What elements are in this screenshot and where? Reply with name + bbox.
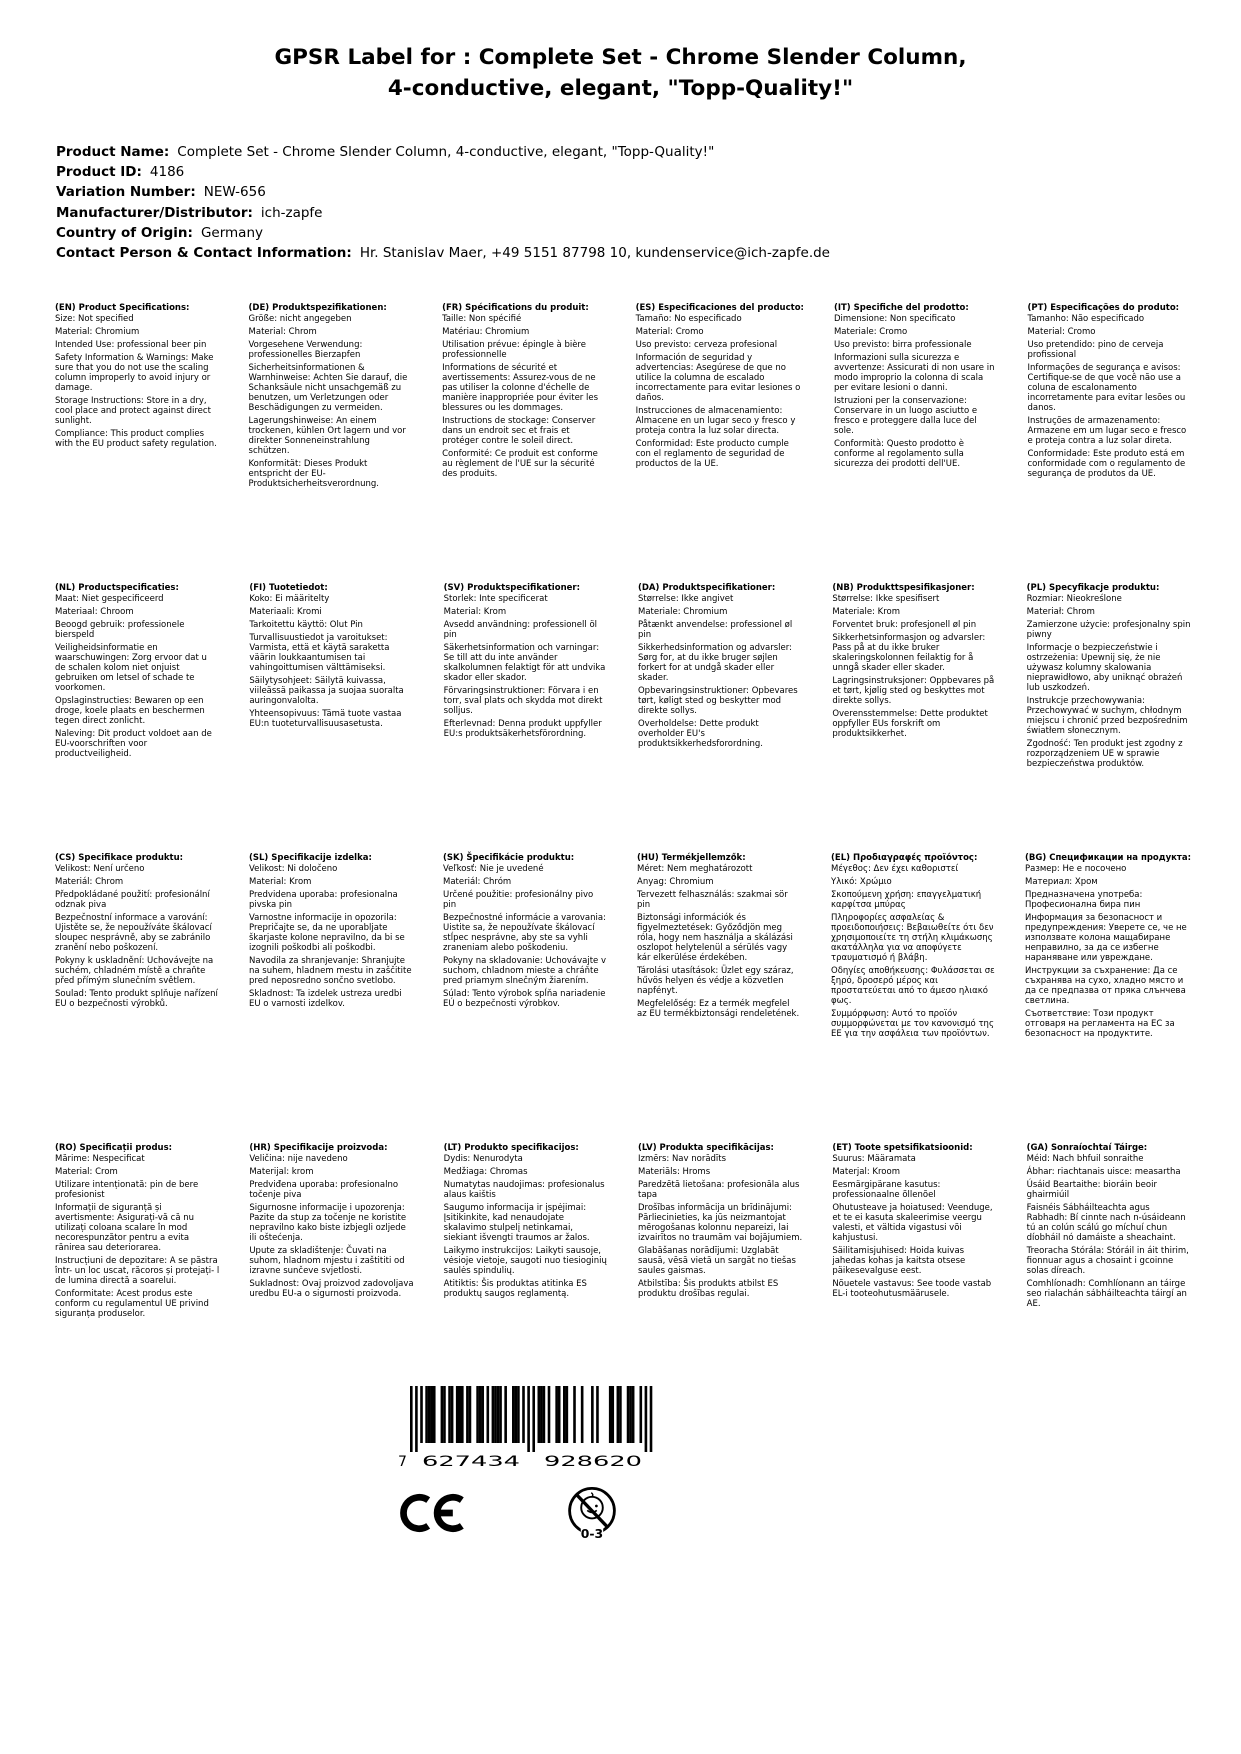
age-restriction-label: 0-3 — [580, 1526, 604, 1541]
language-block-sk — [443, 853, 637, 1042]
language-block-section: Material: Krom — [249, 877, 312, 887]
language-block-section: Atitiktis: Šis produktas atitinka ES produktų saugos reglamentą. — [443, 1279, 587, 1299]
language-block-section: Informații de siguranță și avertismente: Asigurați-vă că nu utilizați coloana scalare în mod necorespunzător pentru a evita rănirea sau deteriorarea. — [55, 1203, 195, 1253]
language-block-section: Veľkosť: Nie je uvedené — [443, 864, 544, 874]
language-block-nb — [832, 583, 1026, 772]
language-block-section: Koko: Ei määritelty — [249, 594, 330, 604]
language-block-heading: (ES) Especificaciones del producto: — [635, 303, 804, 313]
language-block-section: Naleving: Dit product voldoet aan de EU-voorschriften voor productveiligheid. — [55, 729, 212, 759]
language-block-section: Opbevaringsinstruktioner: Opbevares tørt, køligt sted og beskytter mod direkte sollys. — [637, 686, 798, 716]
language-block-section: Säilytysohjeet: Säilytä kuivassa, viileässä paikassa ja suojaa suoralta auringonvalolta. — [249, 676, 404, 706]
language-grid-row-1 — [55, 303, 1221, 492]
language-block-heading: (HU) Termékjellemzők: — [637, 853, 746, 863]
language-block-heading: (PT) Especificações do produto: — [1027, 303, 1180, 313]
language-block-section: Material: Chrom — [248, 327, 317, 337]
language-block-section: Veiligheidsinformatie en waarschuwingen: Zorg ervoor dat u de schalen kolom niet onjuist gebruiken om letsel of schade te voorkomen. — [55, 643, 207, 693]
language-block-section: Sicherheitsinformationen & Warnhinweise: Achten Sie darauf, die Schanksäule nicht unsachgemäß zu benutzen, um Verletzungen oder Beschädigungen zu vermeiden. — [248, 363, 408, 413]
language-block-section: Rozmiar: Nieokreślone — [1026, 594, 1122, 604]
language-grid-row-4 — [55, 1143, 1221, 1322]
language-block-section: Materiál: Chrom — [55, 877, 124, 887]
language-block-section: Overholdelse: Dette produkt overholder EU's produktsikkerhedsforordning. — [637, 719, 763, 749]
language-block-hr — [249, 1143, 443, 1322]
language-block-section: Utilisation prévue: épingle à bière professionnelle — [442, 340, 586, 360]
language-block-section: Maat: Niet gespecificeerd — [55, 594, 164, 604]
language-block-section: Dydis: Nenurodyta — [443, 1154, 523, 1164]
language-block-section: Tamanho: Não especificado — [1027, 314, 1145, 324]
language-block-section: Navodila za shranjevanje: Shranjujte na suhem, hladnem mestu in zaščitite pred neposredno sončno svetlobo. — [249, 956, 412, 986]
product-info-value: Hr. Stanislav Maer, +49 5151 87798 10, kundenservice@ich-zapfe.de — [359, 245, 830, 262]
language-block-section: Súlad: Tento výrobok spĺňa nariadenie EÚ o bezpečnosti výrobkov. — [443, 989, 606, 1009]
language-block-section: Velikost: Není určeno — [55, 864, 145, 874]
product-info-row — [56, 223, 1196, 243]
language-block-section: Informacje o bezpieczeństwie i ostrzeżenia: Upewnij się, że nie używasz kolumny skalowania nieprawidłowo, aby uniknąć obrażeń lub uszkodzeń. — [1026, 643, 1183, 693]
language-block-section: Yhteensopivuus: Tämä tuote vastaa EU:n tuoteturvallisuusasetusta. — [249, 709, 402, 729]
language-block-section: Veličina: nije navedeno — [249, 1154, 348, 1164]
language-block-section: Инструкции за съхранение: Да се съхранява на сухо, хладно място и да се предпазва от пряка слънчева светлина. — [1025, 966, 1186, 1006]
language-block-heading: (CS) Specifikace produktu: — [55, 853, 184, 863]
product-info-value: ich-zapfe — [260, 204, 323, 221]
language-block-section: Forventet bruk: profesjonell øl pin — [832, 620, 977, 630]
language-block-section: Numatytas naudojimas: profesionalus alaus kaištis — [443, 1180, 605, 1200]
language-block-section: Instrukcje przechowywania: Przechowywać w suchym, chłodnym miejscu i chronić przed bezpośrednim światłem słonecznym. — [1026, 696, 1188, 736]
language-block-section: Safety Information & Warnings: Make sure that you do not use the scaling column improperly to avoid injury or damage. — [55, 353, 214, 393]
language-block-pt — [1027, 303, 1221, 492]
language-block-section: Conformidad: Este producto cumple con el reglamento de seguridad de productos de la UE. — [635, 439, 789, 469]
language-block-section: Materiale: Cromo — [833, 327, 908, 337]
language-grid-row-2 — [55, 583, 1221, 772]
language-block-section: Μέγεθος: Δεν έχει καθοριστεί — [831, 864, 959, 874]
language-block-section: Zamierzone użycie: profesjonalny spin piwny — [1026, 620, 1191, 640]
language-block-sv — [444, 583, 638, 772]
barcode-left-digits: 627434 — [422, 1454, 521, 1470]
language-block-section: Съответствие: Този продукт отговаря на регламента на ЕС за безопасност на продуктите. — [1025, 1009, 1175, 1039]
language-block-section: Nõuetele vastavus: See toode vastab EL-i tooteohutusmäärusele. — [832, 1279, 992, 1299]
product-info-list — [56, 142, 1196, 263]
language-block-section: Sukladnost: Ovaj proizvod zadovoljava uredbu EU-a o sigurnosti proizvoda. — [249, 1279, 414, 1299]
language-block-heading: (EN) Product Specifications: — [55, 303, 190, 313]
language-block-heading: (GA) Sonraíochtaí Táirge: — [1026, 1143, 1148, 1153]
language-block-hu — [637, 853, 831, 1042]
language-block-section: Overensstemmelse: Dette produktet oppfyller EUs forskrift om produktsikkerhet. — [832, 709, 988, 739]
language-block-section: Sikkerhedsinformation og advarsler: Sørg for, at du ikke bruger søjlen forkert for at undgå skader eller skader. — [637, 643, 792, 683]
language-block-section: Материал: Хром — [1025, 877, 1098, 887]
language-block-section: Upute za skladištenje: Čuvati na suhom, hladnom mjestu i zaštititi od izravne sunčeve svjetlosti. — [249, 1246, 405, 1276]
language-block-section: Πληροφορίες ασφαλείας & προειδοποιήσεις: Βεβαιωθείτε ότι δεν χρησιμοποιείτε τη στήλη κλιμάκωσης ακατάλληλα για να αποφύγετε τραυματισμό ή βλάβη. — [831, 913, 994, 963]
language-block-section: Laikymo instrukcijos: Laikyti sausoje, vėsioje vietoje, saugoti nuo tiesioginių saulės spindulių. — [443, 1246, 607, 1276]
language-block-section: Sikkerhetsinformasjon og advarsler: Pass på at du ikke bruker skaleringskolonnen feilaktig for å unngå skader eller skader. — [832, 633, 986, 673]
language-block-et — [832, 1143, 1026, 1322]
language-block-heading: (FI) Tuotetiedot: — [249, 583, 328, 593]
language-block-section: Påtænkt anvendelse: professionel øl pin — [637, 620, 793, 640]
page-title-line-1: GPSR Label for : Complete Set - Chrome Slender Column, — [274, 45, 967, 70]
language-block-section: Размер: Не е посочено — [1025, 864, 1127, 874]
language-block-ro — [55, 1143, 249, 1322]
language-block-section: Pokyny k uskladnění: Uchovávejte na suchém, chladném místě a chraňte před přímým slunečním světlem. — [55, 956, 214, 986]
barcode-svg — [398, 1386, 660, 1470]
language-block-heading: (SK) Špecifikácie produktu: — [443, 853, 575, 863]
barcode-lead-digit: 7 — [398, 1454, 407, 1470]
baby-face-icon — [581, 1497, 603, 1519]
language-block-section: Informações de segurança e avisos: Certifique-se de que você não use a coluna de escalonamento incorretamente para evitar lesões ou danos. — [1027, 363, 1186, 413]
language-block-section: Materiál: Chróm — [443, 877, 512, 887]
language-block-section: Ohutusteave ja hoiatused: Veenduge, et te ei kasuta skaleerimise veergu valesti, et vältida vigastusi või kahjustusi. — [832, 1203, 993, 1243]
barcode-right-digits: 928620 — [544, 1454, 642, 1470]
product-info-label: Country of Origin: — [56, 224, 193, 241]
language-block-section: Conformidade: Este produto está em conformidade com o regulamento de segurança de produtos da UE. — [1027, 449, 1186, 479]
language-block-section: Dimensione: Non specificato — [833, 314, 956, 324]
language-block-fr — [442, 303, 636, 492]
product-info-label: Variation Number: — [56, 184, 196, 201]
language-block-section: Storage Instructions: Store in a dry, cool place and protect against direct sunlight. — [55, 396, 211, 426]
language-block-section: Sigurnosne informacije i upozorenja: Pazite da stup za točenje ne koristite nepravilno kako biste izbjegli ozljede ili oštećenja. — [249, 1203, 407, 1243]
language-block-section: Varnostne informacije in opozorila: Prepričajte se, da ne uporabljate škarjaste kolone nepravilno, da bi se izognili poškodbi ali poškodbi. — [249, 913, 405, 953]
language-block-heading: (EL) Προδιαγραφές προϊόντος: — [831, 853, 978, 863]
language-block-section: Suurus: Määramata — [832, 1154, 916, 1164]
language-block-section: Materiał: Chrom — [1026, 607, 1095, 617]
language-block-section: Úsáid Beartaithe: bioráin beoir ghairmiúil — [1026, 1180, 1157, 1200]
page-title — [0, 42, 1241, 104]
language-block-section: Material: Cromo — [635, 327, 704, 337]
language-block-section: Faisnéis Sábháilteachta agus Rabhadh: Bí cinnte nach n-úsáideann tú an colún scálú go míchuí chun díobháil nó damáiste a sheachaint. — [1026, 1203, 1186, 1243]
language-block-section: Saugumo informacija ir įspėjimai: Įsitikinkite, kad nenaudojate skalavimo stulpelį netinkamai, siekiant išvengti traumos ar žalos. — [443, 1203, 590, 1243]
product-info-label: Manufacturer/Distributor: — [56, 204, 253, 221]
language-block-section: Instrucciones de almacenamiento: Almacene en un lugar seco y fresco y proteja contra la luz solar directa. — [635, 406, 796, 436]
language-grid-row-3 — [55, 853, 1221, 1042]
language-block-section: Lagerungshinweise: An einem trockenen, kühlen Ort lagern und vor direkter Sonneneinstrahlung schützen. — [248, 416, 406, 456]
language-block-section: Uso previsto: birra professionale — [833, 340, 972, 350]
language-block-section: Méret: Nem meghatározott — [637, 864, 753, 874]
language-block-lt — [444, 1143, 638, 1322]
product-info-row — [56, 182, 1196, 202]
product-info-row — [56, 162, 1196, 182]
language-block-heading: (HR) Specifikacije proizvoda: — [249, 1143, 388, 1153]
language-block-section: Συμμόρφωση: Αυτό το προϊόν συμμορφώνεται με τον κανονισμό της ΕΕ για την ασφάλεια των προϊόντων. — [831, 1009, 994, 1039]
language-block-section: Anyag: Chromium — [637, 877, 714, 887]
language-block-section: Pokyny na skladovanie: Uchovávajte v suchom, chladnom mieste a chráňte pred priamym slnečným žiarením. — [443, 956, 607, 986]
language-block-section: Glabāšanas norādījumi: Uzglabāt sausā, vēsā vietā un sargāt no tiešas saules gaismas. — [637, 1246, 796, 1276]
language-block-heading: (IT) Specifiche del prodotto: — [833, 303, 969, 313]
language-block-section: Информация за безопасност и предупреждения: Уверете се, че не използвате колона мащабиране неправилно, за да се избегне нараняване или увреждане. — [1025, 913, 1187, 963]
language-block-section: Comhlíonadh: Comhlíonann an táirge seo rialachán sábháilteachta táirgí an AE. — [1026, 1279, 1187, 1309]
language-block-section: Megfelelőség: Ez a termék megfelel az EU termékbiztonsági rendeletének. — [637, 999, 800, 1019]
language-block-it — [834, 303, 1028, 492]
language-block-section: Οδηγίες αποθήκευσης: Φυλάσσεται σε ξηρό, δροσερό μέρος και προστατεύεται από το άμεσο ηλιακό φως. — [831, 966, 995, 1006]
language-block-section: Bezpečnostné informácie a varovania: Uistite sa, že nepoužívate škálovací stĺpec nesprávne, aby ste sa vyhli zraneniam alebo poškodeniu. — [443, 913, 606, 953]
language-block-section: Materiaali: Kromi — [249, 607, 322, 617]
language-block-heading: (SL) Specifikacije izdelka: — [249, 853, 372, 863]
language-block-section: Taille: Non spécifié — [442, 314, 522, 324]
language-block-section: Materiāls: Hroms — [637, 1167, 711, 1177]
product-info-value: NEW-656 — [203, 184, 266, 201]
language-block-section: Matériau: Chromium — [442, 327, 530, 337]
language-block-section: Förvaringsinstruktioner: Förvara i en torr, sval plats och skydda mot direkt solljus. — [443, 686, 603, 716]
language-block-section: Size: Not specified — [55, 314, 134, 324]
language-block-pl — [1027, 583, 1221, 772]
language-block-section: Vorgesehene Verwendung: professionelles Bierzapfen — [248, 340, 363, 360]
language-block-section: Konformität: Dieses Produkt entspricht der EU-Produktsicherheitsverordnung. — [248, 459, 379, 489]
language-block-section: Mărime: Nespecificat — [55, 1154, 145, 1164]
language-block-section: Méid: Nach bhfuil sonraithe — [1026, 1154, 1144, 1164]
language-block-section: Størrelse: Ikke spesifisert — [832, 594, 940, 604]
language-block-section: Storlek: Inte specificerat — [443, 594, 548, 604]
language-block-section: Materiaal: Chroom — [55, 607, 134, 617]
product-info-row — [56, 243, 1196, 263]
language-block-section: Størrelse: Ikke angivet — [637, 594, 734, 604]
language-block-section: Atbilstība: Šis produkts atbilst ES produktu drošības regulai. — [637, 1279, 779, 1299]
language-block-section: Skladnost: Ta izdelek ustreza uredbi EU o varnosti izdelkov. — [249, 989, 402, 1009]
language-block-section: Tarkoitettu käyttö: Olut Pin — [249, 620, 363, 630]
language-block-fi — [249, 583, 443, 772]
language-block-heading: (LT) Produkto specifikacijos: — [443, 1143, 579, 1153]
language-block-section: Předpokládané použití: profesionální odznak piva — [55, 890, 210, 910]
language-block-es — [636, 303, 834, 492]
language-block-el — [831, 853, 1025, 1042]
language-block-section: Säilitamisjuhised: Hoida kuivas jahedas kohas ja kaitsta otsese päikesevalguse eest. — [832, 1246, 966, 1276]
barcode — [398, 1386, 660, 1474]
language-block-section: Tamaño: No especificado — [635, 314, 742, 324]
language-block-section: Ábhar: riachtanais uisce: measartha — [1026, 1167, 1181, 1177]
language-block-section: Instructions de stockage: Conserver dans un endroit sec et frais et protéger contre le soleil direct. — [442, 416, 596, 446]
language-block-section: Informazioni sulla sicurezza e avvertenze: Assicurati di non usare in modo improprio la colonna di scala per evitare lesioni o danni. — [833, 353, 995, 393]
language-block-section: Biztonsági információk és figyelmeztetések: Győződjön meg róla, hogy nem használja a skálázási oszlopot helytelenül a sérülés vagy kár elkerülése érdekében. — [637, 913, 793, 963]
language-block-section: Soulad: Tento produkt splňuje nařízení EU o bezpečnosti výrobků. — [55, 989, 218, 1009]
language-block-section: Materiale: Krom — [832, 607, 901, 617]
language-block-section: Material: Cromo — [1027, 327, 1096, 337]
product-info-row — [56, 142, 1196, 162]
language-block-section: Instrucțiuni de depozitare: A se păstra într- un loc uscat, răcoros și protejați- l de lumina directă a soarelui. — [55, 1256, 220, 1286]
language-block-heading: (ET) Toote spetsifikatsioonid: — [832, 1143, 973, 1153]
language-block-section: Efterlevnad: Denna produkt uppfyller EU:s produktsäkerhetsförordning. — [443, 719, 602, 739]
language-block-section: Material: Crom — [55, 1167, 118, 1177]
language-block-section: Υλικό: Χρώμιο — [831, 877, 892, 887]
language-block-section: Drošības informācija un brīdinājumi: Pārliecinieties, ka jūs neizmantojat mērogošanas kolonnu nepareizi, lai izvairītos no traumām vai bojājumiem. — [637, 1203, 803, 1243]
language-block-heading: (FR) Spécifications du produit: — [442, 303, 589, 313]
prohibition-slash-icon — [576, 1494, 609, 1528]
language-block-heading: (LV) Produkta specifikācijas: — [637, 1143, 774, 1153]
language-block-da — [638, 583, 832, 772]
language-block-section: Tervezett felhasználás: szakmai sör pin — [637, 890, 788, 910]
product-info-value: Complete Set - Chrome Slender Column, 4-conductive, elegant, "Topp-Quality!" — [177, 144, 715, 160]
language-block-sl — [249, 853, 443, 1042]
language-block-section: Materijal: krom — [249, 1167, 314, 1177]
language-block-section: Material: Krom — [443, 607, 507, 617]
product-info-label: Product ID: — [56, 164, 142, 181]
language-block-section: Säkerhetsinformation och varningar: Se till att du inte använder skalkolumnen felaktigt för att undvika skador eller skador. — [443, 643, 606, 683]
language-block-section: Conformité: Ce produit est conforme au règlement de l'UE sur la sécurité des produits. — [442, 449, 598, 479]
language-block-section: Zgodność: Ten produkt jest zgodny z rozporządzeniem UE w sprawie bezpieczeństwa produktów. — [1026, 739, 1183, 769]
language-block-section: Určené použitie: profesionálny pivo pin — [443, 890, 594, 910]
age-restriction-icon — [563, 1482, 621, 1546]
language-block-heading: (PL) Specyfikacje produktu: — [1026, 583, 1160, 593]
language-block-heading: (NL) Productspecificaties: — [55, 583, 179, 593]
language-block-heading: (DE) Produktspezifikationen: — [248, 303, 387, 313]
language-block-section: Opslaginstructies: Bewaren op een droge, koele plaats en beschermen tegen direct zonlicht. — [55, 696, 205, 726]
page-title-line-2: 4-conductive, elegant, "Topp-Quality!" — [387, 76, 854, 101]
language-block-section: Treoracha Stórála: Stóráil in áit thirim, fionnuar agus a chosaint i gcoinne solas díreach. — [1026, 1246, 1189, 1276]
language-block-section: Información de seguridad y advertencias: Asegúrese de que no utilice la columna de escalado incorrectamente para evitar lesiones o daños. — [635, 353, 801, 403]
language-block-section: Materjal: Kroom — [832, 1167, 900, 1177]
language-block-lv — [638, 1143, 832, 1322]
language-block-section: Velikost: Ni določeno — [249, 864, 338, 874]
language-block-section: Intended Use: professional beer pin — [55, 340, 207, 350]
language-block-ga — [1027, 1143, 1221, 1322]
language-block-section: Bezpečnostní informace a varování: Ujistěte se, že nepoužíváte škálovací sloupec nesprávně, aby se zabránilo zranění nebo poškození. — [55, 913, 212, 953]
language-block-section: Instruções de armazenamento: Armazene em um lugar seco e fresco e proteja contra a luz solar direta. — [1027, 416, 1187, 446]
language-block-section: Material: Chromium — [55, 327, 140, 337]
language-block-heading: (BG) Спецификации на продукта: — [1025, 853, 1191, 863]
language-block-section: Predvidena uporaba: profesionalna pivska pin — [249, 890, 398, 910]
language-block-section: Uso previsto: cerveza profesional — [635, 340, 778, 350]
language-block-section: Beoogd gebruik: professionele bierspeld — [55, 620, 185, 640]
language-block-heading: (NB) Produkttspesifikasjoner: — [832, 583, 975, 593]
language-block-heading: (DA) Produktspecifikationer: — [637, 583, 776, 593]
barcode-bars — [410, 1386, 652, 1452]
language-block-section: Eesmärgipärane kasutus: professionaalne õllenõel — [832, 1180, 941, 1200]
product-info-row — [56, 203, 1196, 223]
language-block-section: Größe: nicht angegeben — [248, 314, 352, 324]
language-block-heading: (SV) Produktspecifikationer: — [443, 583, 580, 593]
language-block-section: Medžiaga: Chromas — [443, 1167, 528, 1177]
language-block-de — [249, 303, 443, 492]
language-block-section: Σκοπούμενη χρήση: επαγγελματική καρφίτσα μπύρας — [831, 890, 982, 910]
language-block-nl — [55, 583, 249, 772]
language-block-section: Avsedd användning: professionell öl pin — [443, 620, 598, 640]
product-info-value: Germany — [200, 224, 263, 241]
language-block-cs — [55, 853, 249, 1042]
language-block-section: Compliance: This product complies with the EU product safety regulation. — [55, 429, 217, 449]
product-info-label: Contact Person & Contact Information: — [56, 245, 352, 262]
language-block-section: Istruzioni per la conservazione: Conservare in un luogo asciutto e fresco e proteggere dalla luce del sole. — [833, 396, 978, 436]
ce-mark-icon — [399, 1490, 473, 1536]
product-info-label: Product Name: — [56, 144, 170, 160]
language-block-section: Informations de sécurité et avertissements: Assurez-vous de ne pas utiliser la colonne d'échelle de manière inappropriée pour éviter les blessures ou les dommages. — [442, 363, 599, 413]
language-block-section: Tárolási utasítások: Üzlet egy száraz, hűvös helyen és védje a közvetlen napfényt. — [637, 966, 794, 996]
language-block-section: Utilizare intenționată: pin de bere profesionist — [55, 1180, 199, 1200]
language-block-section: Predviđena uporaba: profesionalno točenje piva — [249, 1180, 399, 1200]
language-block-section: Paredzētā lietošana: profesionāla alus tapa — [637, 1180, 800, 1200]
language-block-section: Conformità: Questo prodotto è conforme al regolamento sulla sicurezza dei prodotti dell'UE. — [833, 439, 965, 469]
language-block-bg — [1025, 853, 1221, 1042]
language-block-section: Uso pretendido: pino de cerveja profissional — [1027, 340, 1164, 360]
language-block-heading: (RO) Specificații produs: — [55, 1143, 173, 1153]
language-block-section: Izmērs: Nav norādīts — [637, 1154, 727, 1164]
language-block-section: Предназначена употреба: Професионална бира пин — [1025, 890, 1143, 910]
language-block-en — [55, 303, 249, 492]
language-block-section: Lagringsinstruksjoner: Oppbevares på et tørt, kjølig sted og beskyttes mot direkte sollys. — [832, 676, 995, 706]
product-info-value: 4186 — [149, 164, 185, 181]
language-block-section: Conformitate: Acest produs este conform cu regulamentul UE privind siguranța produselor. — [55, 1289, 209, 1319]
language-block-section: Materiale: Chromium — [637, 607, 728, 617]
language-block-section: Turvallisuustiedot ja varoitukset: Varmista, että et käytä saraketta väärin loukkaantumisen tai vahingoittumisen välttämiseksi. — [249, 633, 390, 673]
